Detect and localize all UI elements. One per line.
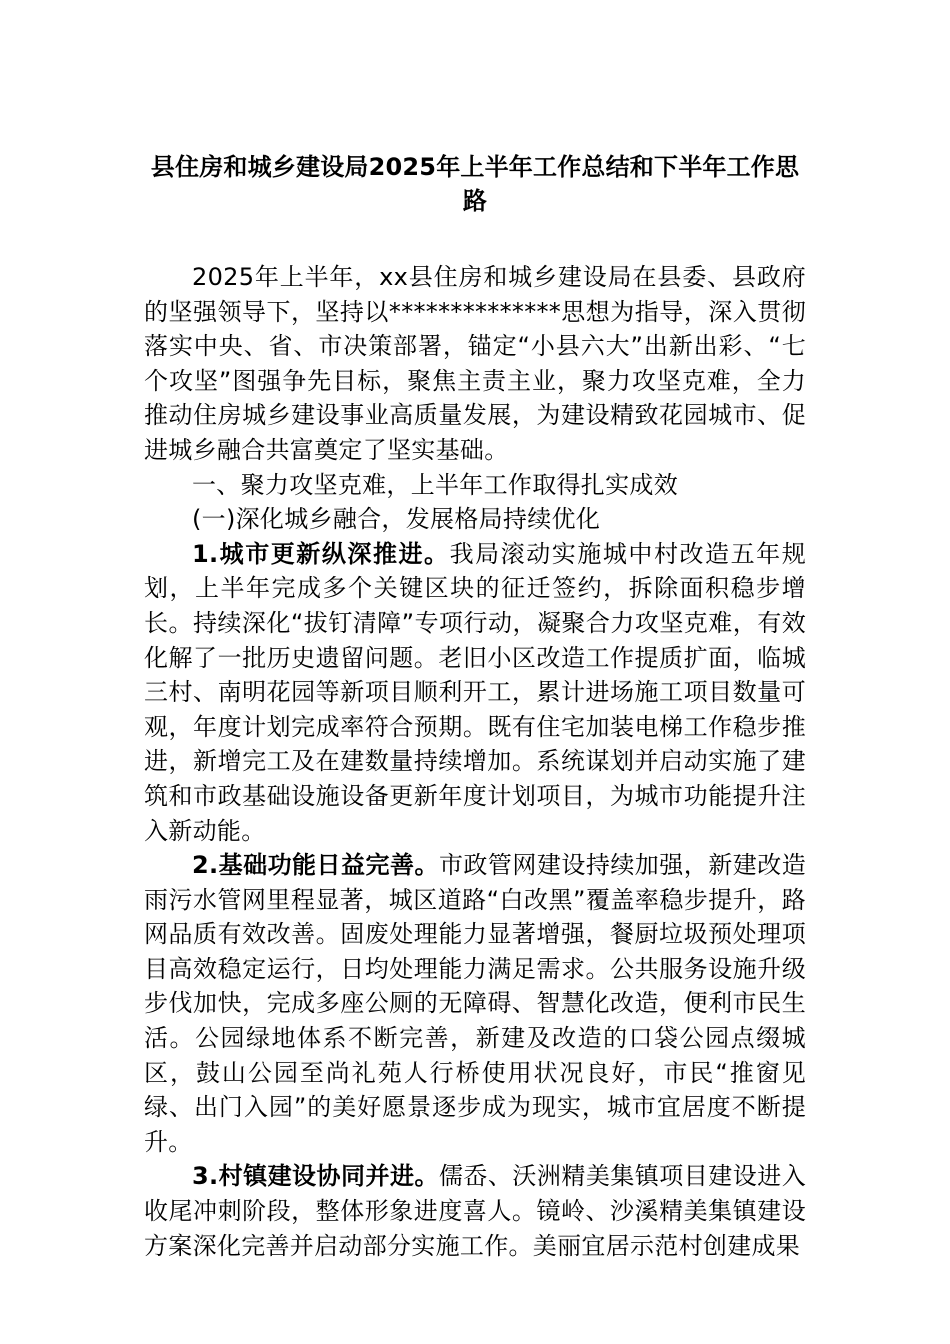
item-paragraph-3 [144,1159,806,1263]
title-spacer [144,218,806,260]
item-lead-1: 1.城市更新纵深推进。 [192,539,450,568]
subsection-heading-1: (一)深化城乡融合，发展格局持续优化 [192,505,601,534]
item-lead-3: 3.村镇建设协同并进。 [192,1162,439,1191]
intro-paragraph: 2025年上半年，xx县住房和城乡建设局在县委、县政府的坚强领导下，坚持以**************思想为指导，深入贯彻落实中央、省、市决策部署，锚定“小县六大”出新出彩、“七个攻坚”图强争先目标，聚焦主责主业，聚力攻坚克难，全力推动住房城乡建设事业高质量发展，为建设精致花园城市、促进城乡融合共富奠定了坚实基础。 [144,263,806,464]
section-heading-1: 一、聚力攻坚克难，上半年工作取得扎实成效 [192,470,678,499]
item-body-1: 我局滚动实施城中村改造五年规划，上半年完成多个关键区块的征迁签约，拆除面积稳步增长。持续深化“拔钉清障”专项行动，凝聚合力攻坚克难，有效化解了一批历史遗留问题。老旧小区改造工作提质扩面，临城三村、南明花园等新项目顺利开工，累计进场施工项目数量可观，年度计划完成率符合预期。既有住宅加装电梯工作稳步推进，新增完工及在建数量持续增加。系统谋划并启动实施了建筑和市政基础设施设备更新年度计划项目，为城市功能提升注入新动能。 [144,539,806,845]
item-body-3: 儒岙、沃洲精美集镇项目建设进入收尾冲刺阶段，整体形象进度喜人。镜岭、沙溪精美集镇建设方案深化完善并启动部分实施工作。美丽宜居示范村创建成果 [144,1162,807,1260]
item-paragraph-1 [144,537,806,848]
item-lead-2: 2.基础功能日益完善。 [192,851,439,880]
document-title: 县住房和城乡建设局2025年上半年工作总结和下半年工作思路 [150,153,800,215]
item-paragraph-2 [144,848,806,1159]
document-page [144,150,806,1263]
item-body-2: 市政管网建设持续加强，新建改造雨污水管网里程显著，城区道路“白改黑”覆盖率稳步提升，路网品质有效改善。固废处理能力显著增强，餐厨垃圾预处理项目高效稳定运行，日均处理能力满足需求。公共服务设施升级步伐加快，完成多座公厕的无障碍、智慧化改造，便利市民生活。公园绿地体系不断完善，新建及改造的口袋公园点缀城区，鼓山公园至尚礼苑人行桥使用状况良好，市民“推窗见绿、出门入园”的美好愿景逐步成为现实，城市宜居度不断提升。 [144,851,807,1156]
